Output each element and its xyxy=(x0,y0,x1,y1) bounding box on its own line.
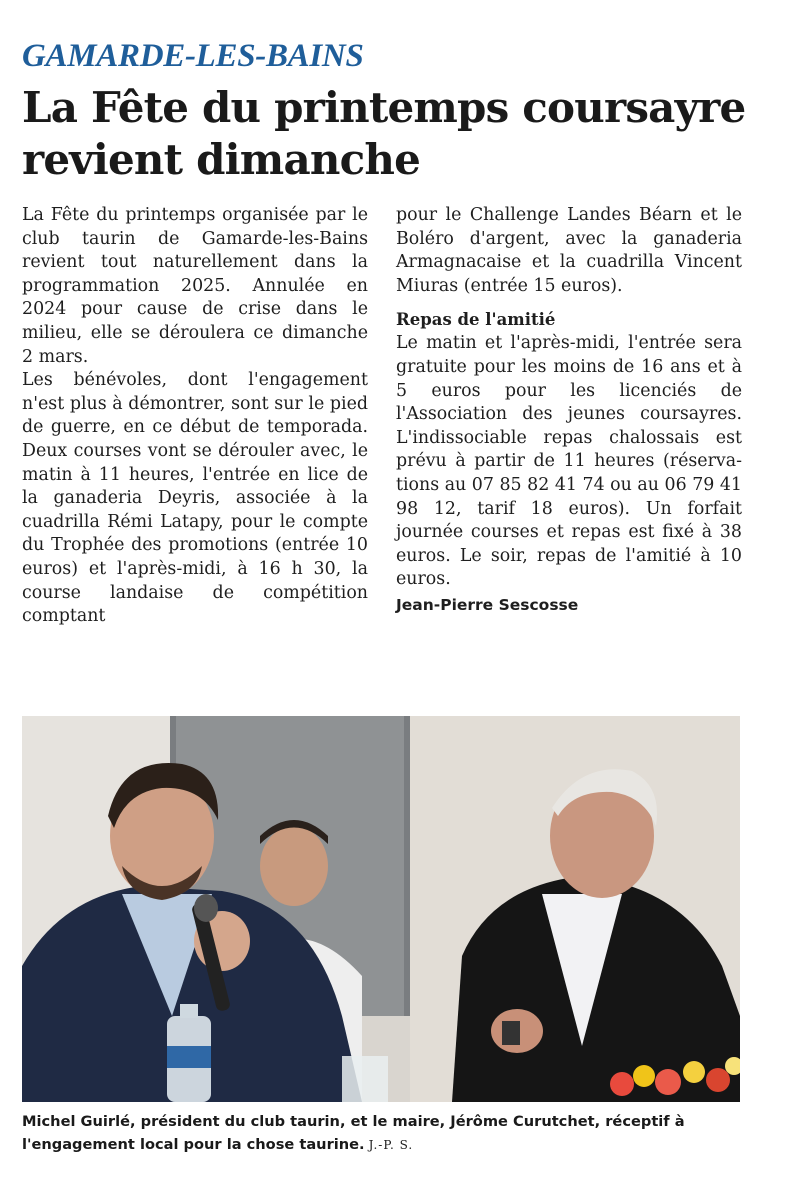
section-kicker: GAMARDE-LES-BAINS xyxy=(22,38,364,74)
article-subhead: Repas de l'amitié xyxy=(396,310,556,330)
article-byline: Jean-Pierre Sescosse xyxy=(396,595,579,614)
article-photo xyxy=(22,716,740,1102)
photo-caption xyxy=(22,1110,762,1157)
article-column-right xyxy=(396,204,742,617)
caption-text: Michel Guirlé, président du club taurin, et le maire, Jérôme Curutchet, réceptif à l'engagement local pour la chose taurine. xyxy=(22,1113,685,1153)
paragraph: Le matin et l'après-midi, l'entrée sera gratuite pour les moins de 16 ans et à 5 euros pour les licenciés de l'Association des jeunes coursayres. L'indissociable repas chalossais est prévu à partir de 11 heures (réservations au 07 85 82 41 74 ou au 06 79 41 98 12, tarif 18 euros). Un forfait journée courses et repas est fixé à 38 euros. Le soir, repas de l'amitié à 10 euros. xyxy=(396,333,742,590)
article-column-left xyxy=(22,204,368,629)
paragraph: Les bénévoles, dont l'engagement n'est plus à démontrer, sont sur le pied de guerre, en ce début de temporada. Deux courses vont se dérouler avec, le matin à 11 heures, l'entrée en lice de la ganaderia Deyris, associée à la cuadrilla Rémi Latapy, pour le compte du Trophée des promotions (entrée 10 euros) et l'après-midi, à 16 h 30, la course landaise de compétition comptant xyxy=(22,370,368,627)
article-headline: La Fête du printemps coursayre revient dimanche xyxy=(22,83,746,184)
paragraph: La Fête du printemps organisée par le club taurin de Gamarde-les-Bains revient tout naturellement dans la programmation 2025. Annulée en 2024 pour cause de crise dans le milieu, elle se déroulera ce dimanche 2 mars. xyxy=(22,205,368,367)
paragraph: pour le Challenge Landes Béarn et le Boléro d'argent, avec la ganaderia Armagnacaise et la cuadrilla Vincent Miuras (entrée 15 euros). xyxy=(396,205,742,296)
photo-credit: J.-P. S. xyxy=(368,1138,414,1152)
